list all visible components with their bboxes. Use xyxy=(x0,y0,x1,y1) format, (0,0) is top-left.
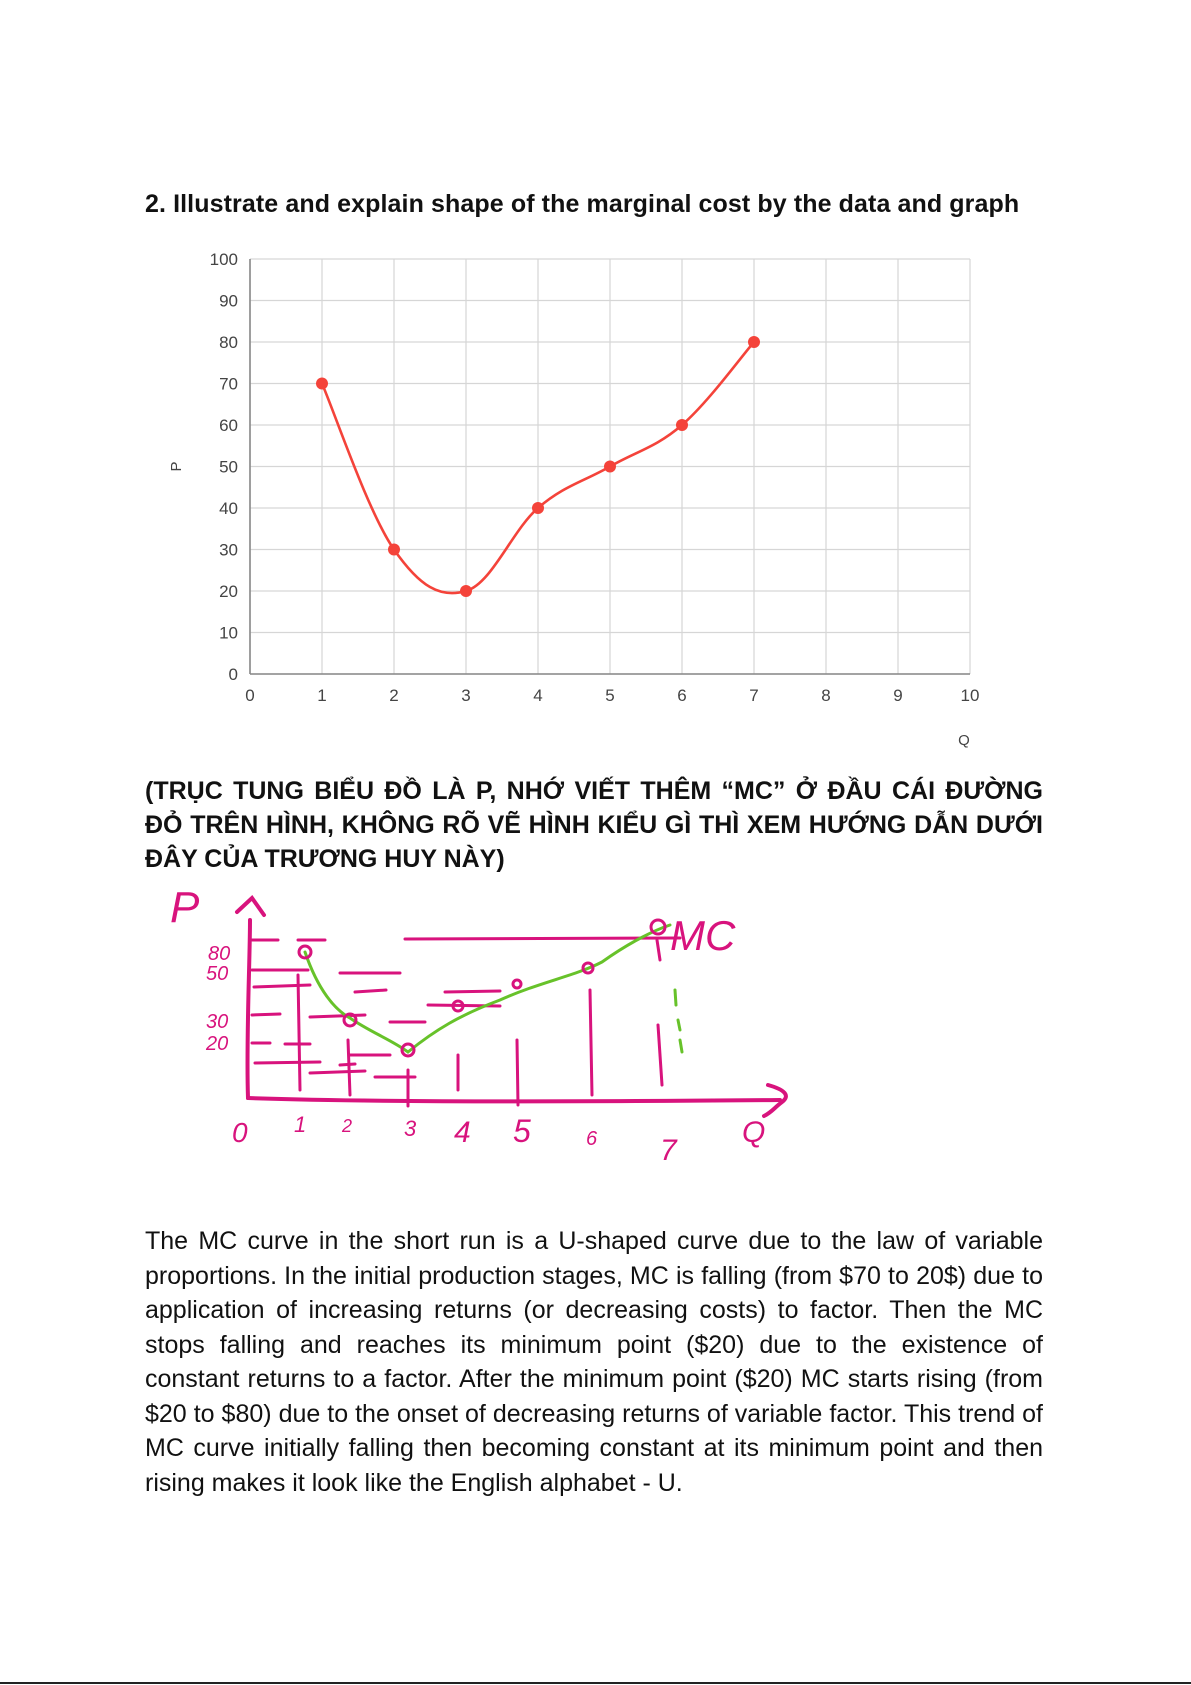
y-tick-label: 70 xyxy=(219,374,238,394)
x-tick-label: 0 xyxy=(245,686,255,705)
x-tick-label: 4 xyxy=(533,686,543,705)
x-tick-label: 9 xyxy=(893,686,903,705)
sketch-x-mark: 2 xyxy=(342,1116,353,1136)
data-point xyxy=(460,585,472,597)
data-point xyxy=(676,419,688,431)
y-tick-label: 60 xyxy=(219,416,238,435)
y-tick-label: 40 xyxy=(219,499,238,518)
sketch-y-mark: 30 xyxy=(206,1011,229,1033)
x-tick-label: 3 xyxy=(461,686,471,705)
y-tick-label: 30 xyxy=(219,540,238,560)
handdrawn-mc-sketch xyxy=(160,880,840,1180)
y-tick-label: 50 xyxy=(219,457,238,477)
sketch-x-mark: 6 xyxy=(586,1128,598,1150)
x-tick-label: 5 xyxy=(605,686,615,705)
data-point xyxy=(604,461,616,473)
sketch-mc-curve xyxy=(305,925,670,1052)
x-tick-label: 6 xyxy=(677,686,687,705)
y-tick-label: 20 xyxy=(219,582,238,601)
y-tick-label: 0 xyxy=(228,665,238,684)
sketch-y-mark: 50 xyxy=(206,963,229,985)
y-axis-label: P xyxy=(168,461,185,472)
instruction-note: (TRỤC TUNG BIỂU ĐỒ LÀ P, NHỚ VIẾT THÊM “MC” Ở ĐẦU CÁI ĐƯỜNG ĐỎ TRÊN HÌNH, KHÔNG RÕ VẼ HÌNH KIỂU GÌ THÌ XEM HƯỚNG DẪN DƯỚI ĐÂY CỦA TRƯƠNG HUY NÀY) xyxy=(145,777,1043,873)
sketch-x-mark: 5 xyxy=(513,1113,531,1149)
data-point xyxy=(532,502,544,514)
x-tick-label: 7 xyxy=(749,686,759,705)
y-tick-label: 100 xyxy=(209,250,238,269)
sketch-guides xyxy=(252,938,680,1106)
sketch-x-mark: 1 xyxy=(294,1112,307,1137)
sketch-x-mark: 3 xyxy=(404,1116,417,1141)
y-tick-label: 90 xyxy=(219,291,238,311)
x-tick-label: 1 xyxy=(317,686,327,705)
page-bottom-rule xyxy=(0,1682,1191,1684)
y-tick-label: 10 xyxy=(219,623,238,643)
sketch-y-mark: 80 xyxy=(208,943,231,965)
sketch-x-axis xyxy=(248,1098,780,1101)
sketch-y-arrow xyxy=(237,898,264,915)
sketch-points xyxy=(299,920,665,1056)
x-axis-label: Q xyxy=(958,732,970,749)
explanation-paragraph: The MC curve in the short run is a U-shaped curve due to the law of variable proportions. In the initial production stages, MC is falling (from $70 to 20$) due to application of increasing returns (or decreasing costs) to factor. Then the MC stops falling and reaches its minimum point ($20) due to the existence of constant returns to a factor. After the minimum point ($20) MC starts rising (from $20 to $80) due to the onset of decreasing returns of variable factor. This trend of MC curve initially falling then becoming constant at its minimum point and then rising makes it look like the English alphabet - U. xyxy=(145,1227,1043,1497)
sketch-x-mark: 4 xyxy=(454,1116,471,1149)
data-point xyxy=(748,336,760,348)
sketch-x-label: Q xyxy=(742,1116,766,1149)
data-point xyxy=(388,544,400,556)
mc-line-chart xyxy=(150,240,1000,750)
section-heading: 2. Illustrate and explain shape of the marginal cost by the data and graph xyxy=(145,190,1020,218)
sketch-origin-label: 0 xyxy=(232,1117,248,1148)
x-tick-label: 8 xyxy=(821,686,831,705)
sketch-y-axis xyxy=(247,920,250,1098)
x-tick-label: 2 xyxy=(389,686,399,705)
y-tick-label: 80 xyxy=(219,333,238,352)
data-point xyxy=(316,378,328,390)
x-tick-label: 10 xyxy=(960,686,980,705)
sketch-mc-dashes xyxy=(675,990,682,1052)
sketch-y-label: P xyxy=(170,883,200,932)
sketch-x-mark: 7 xyxy=(660,1134,677,1167)
sketch-curve-label: MC xyxy=(670,912,736,959)
sketch-y-mark: 20 xyxy=(206,1033,229,1055)
